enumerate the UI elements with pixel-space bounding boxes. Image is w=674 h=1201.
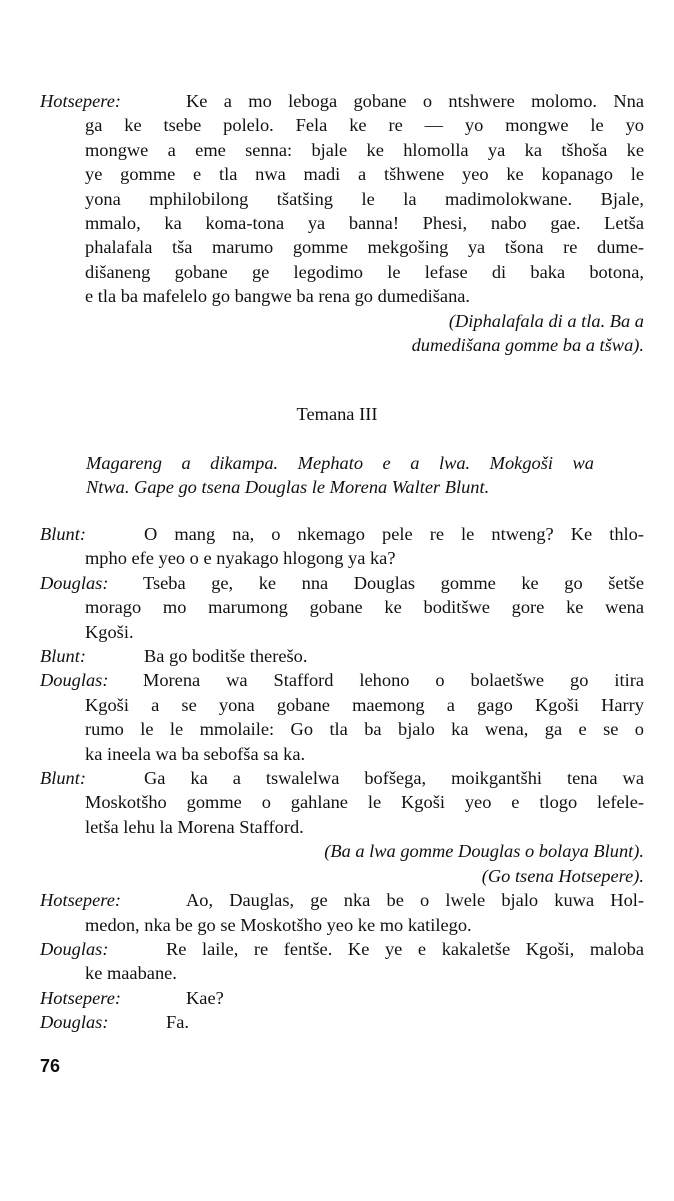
speech-line: rumo le le mmolaile: Go tla ba bjalo ka wena, ga e se o: [85, 719, 644, 740]
setting-line: Magareng a dikampa. Mephato e a lwa. Mokgoši wa: [86, 453, 594, 473]
speech-line: ke maabane.: [85, 963, 177, 984]
speech-line: letša lehu la Morena Stafford.: [85, 816, 304, 837]
speech-first-line: Blunt: Ga ka a tswalelwa bofšega, moikgantšhi tena wa: [40, 766, 644, 790]
stage-direction: (Diphalafala di a tla. Ba a: [448, 310, 644, 331]
speech-line: mongwe a eme senna: bjale ke hlomolla ya ka tšhoša ke: [85, 139, 644, 160]
speaker-name: Douglas:: [40, 1012, 109, 1033]
speech-first-line: Douglas: Re laile, re fentše. Ke ye e kakaletše Kgoši, maloba: [40, 937, 644, 961]
speech-line: dišaneng gobane ge legodimo le lefase di baka botona,: [85, 261, 644, 282]
speech-line: mmalo, ka koma-tona ya banna! Phesi, nabo gae. Letša: [85, 213, 644, 234]
speaker-name: Blunt:: [40, 524, 86, 544]
speech-line: ka ineela wa ba sebofša sa ka.: [85, 743, 306, 764]
speech-line: medon, nka be go se Moskotšho yeo ke mo katilego.: [85, 914, 472, 935]
speech-line: ga ke tsebe polelo. Fela ke re — yo mongwe le yo: [85, 115, 644, 136]
speech-line: Kgoši a se yona gobane maemong a gago Kgoši Harry: [85, 694, 644, 715]
speech-line: mpho efe yeo o e nyakago hlogong ya ka?: [85, 548, 396, 569]
speech-first-line: Douglas: Morena wa Stafford lehono o bolaetšwe go itira: [40, 668, 644, 692]
speech-line: morago mo marumong gobane ke boditšwe gore ke wena: [85, 597, 644, 618]
speaker-name: Hotsepere:: [40, 987, 122, 1008]
stage-direction: (Go tsena Hotsepere).: [481, 865, 644, 886]
speech-line: yona mphilobilong tšatšing le la madimolokwane. Bjale,: [85, 188, 644, 209]
speaker-name: Blunt:: [40, 768, 86, 789]
setting-line: Ntwa. Gape go tsena Douglas le Morena Walter Blunt.: [86, 477, 490, 498]
stage-direction: dumedišana gomme ba a tšwa).: [411, 335, 644, 356]
speech-hotsepere-1: [40, 89, 644, 357]
speech-line: Kgoši.: [85, 621, 134, 642]
speech-first-line: Blunt: Ba go boditše therešo.: [40, 644, 644, 668]
stage-direction: (Ba a lwa gomme Douglas o bolaya Blunt).: [324, 841, 644, 862]
speaker-name: Blunt:: [40, 646, 86, 667]
speech-first-line: Hotsepere: Ke a mo leboga gobane o ntshwere molomo. Nna: [40, 89, 644, 113]
speaker-name: Douglas:: [40, 572, 109, 593]
scene-heading: Temana III: [296, 404, 378, 424]
speech-first-line: Douglas: Tseba ge, ke nna Douglas gomme ke go šetše: [40, 571, 644, 595]
speech-line: phalafala tša marumo gomme mekgošing ya tšona re dume-: [85, 237, 644, 258]
scene-setting: [86, 451, 594, 500]
speaker-name: Hotsepere:: [40, 91, 122, 111]
speech-line: ye gomme e tla nwa madi a tšhwene yeo ke kopanago le: [85, 164, 644, 185]
speech-first-line: Douglas: Fa.: [40, 1010, 644, 1034]
page-number: 76: [40, 1056, 61, 1076]
speaker-name: Hotsepere:: [40, 890, 122, 911]
speech-first-line: Blunt: O mang na, o nkemago pele re le ntweng? Ke thlo-: [40, 522, 644, 546]
dialogue: [40, 522, 644, 1035]
speaker-name: Douglas:: [40, 938, 109, 959]
speech-first-line: Hotsepere: Kae?: [40, 986, 644, 1010]
speaker-name: Douglas:: [40, 670, 109, 691]
speech-line: Moskotšho gomme o gahlane le Kgoši yeo e tlogo lefele-: [85, 792, 644, 813]
speech-first-line: Hotsepere: Ao, Dauglas, ge nka be o lwele bjalo kuwa Hol-: [40, 888, 644, 912]
speech-line: e tla ba mafelelo go bangwe ba rena go dumedišana.: [85, 286, 471, 307]
